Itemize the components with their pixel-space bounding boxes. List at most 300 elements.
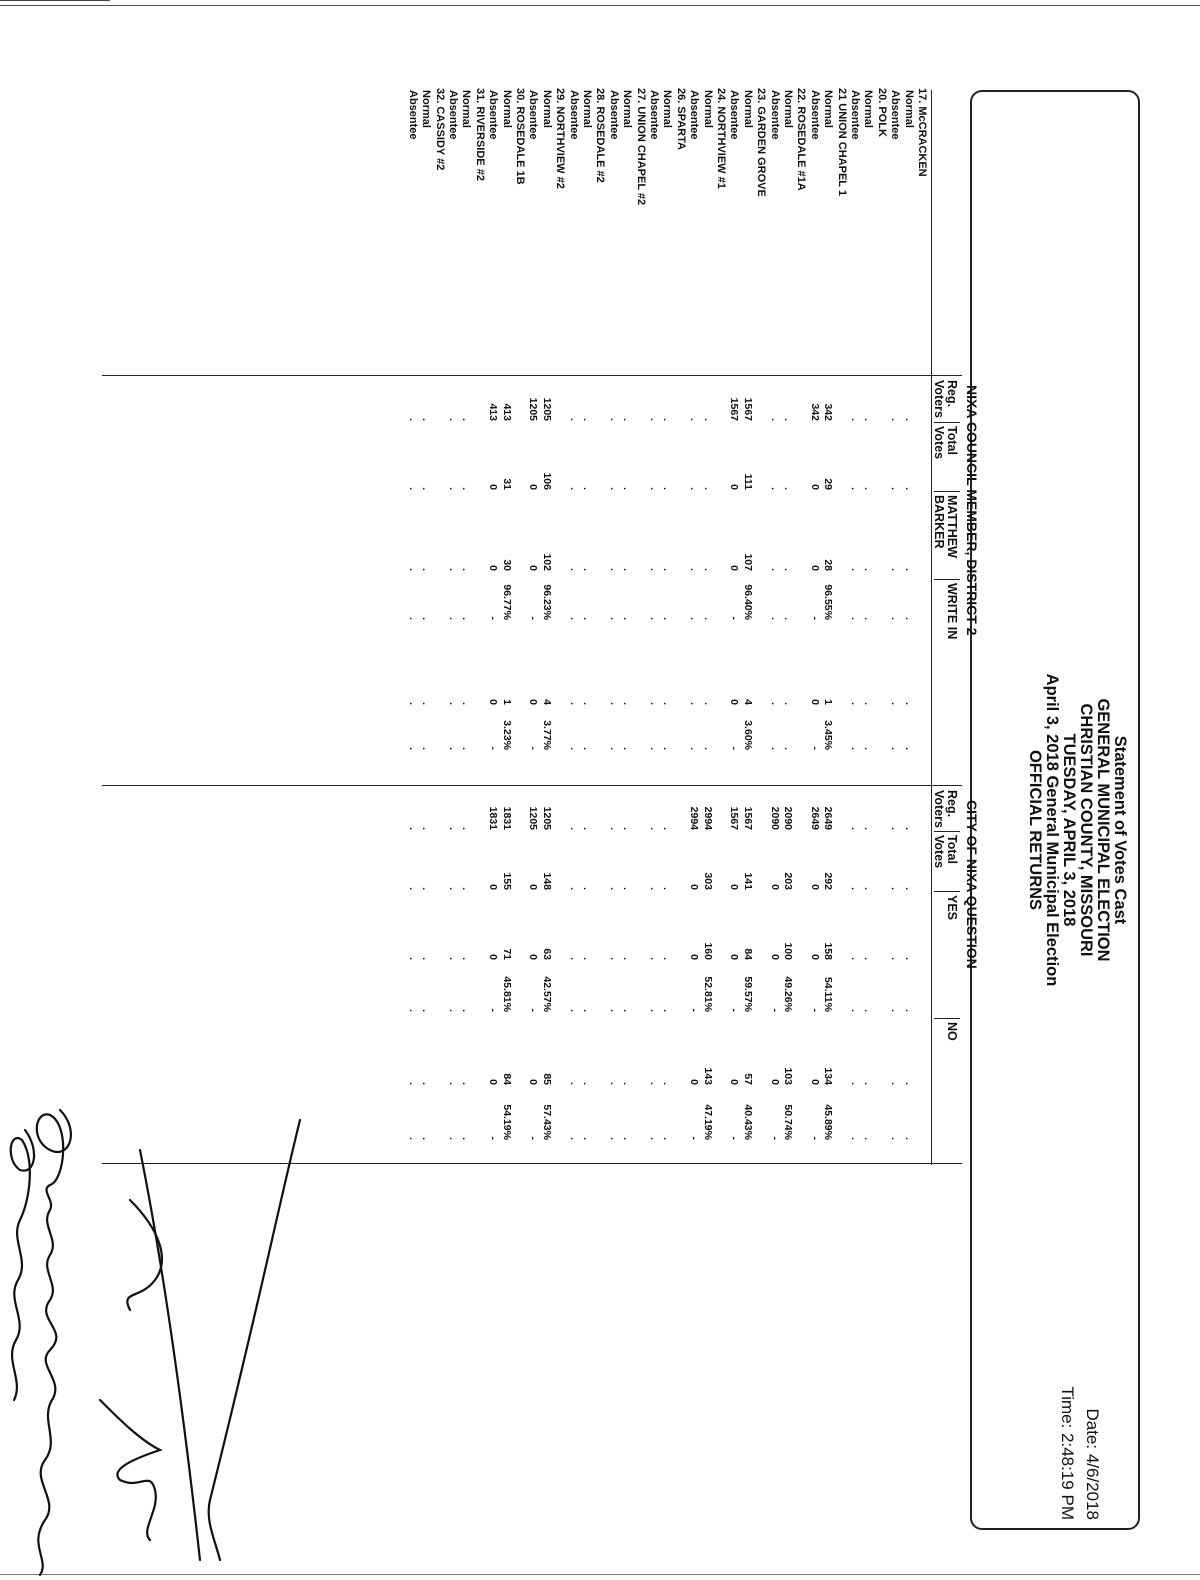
- table-cell: .: [849, 957, 861, 960]
- table-cell: .: [447, 957, 459, 960]
- table-cell: .: [567, 487, 580, 490]
- table-cell: .: [447, 1009, 459, 1012]
- row-label-type: Normal: [782, 90, 794, 128]
- table-cell: .: [406, 568, 419, 571]
- table-cell: .: [889, 1009, 902, 1012]
- table-cell: .: [889, 617, 902, 620]
- table-cell: 0: [527, 565, 540, 571]
- table-cell: .: [460, 702, 473, 705]
- table-cell: 143: [701, 1067, 714, 1085]
- table-cell: .: [862, 702, 875, 705]
- table-cell: .: [447, 617, 459, 620]
- column-header: [945, 1022, 958, 1041]
- title-line: Statement of Votes Cast: [1111, 735, 1129, 925]
- table-cell: -: [688, 1008, 701, 1012]
- column-header: [932, 835, 958, 868]
- table-cell: .: [889, 747, 902, 750]
- table-cell: -: [808, 1008, 821, 1012]
- table-cell: .: [849, 617, 861, 620]
- table-cell: 0: [527, 699, 540, 705]
- table-cell: 100: [782, 942, 794, 960]
- table-cell: .: [460, 418, 473, 421]
- table-cell: .: [661, 747, 674, 750]
- table-cell: 49.26%: [782, 976, 794, 1012]
- table-cell: .: [782, 568, 794, 571]
- column-header-line: Reg.: [945, 380, 959, 408]
- row-label-type: Normal: [822, 90, 835, 128]
- column-divider: [934, 1018, 960, 1019]
- table-cell: 31: [500, 478, 513, 490]
- table-cell: .: [567, 827, 580, 830]
- table-cell: 4: [741, 699, 754, 705]
- table-cell: 96.23%: [540, 584, 553, 620]
- row-label-type: Normal: [540, 90, 553, 128]
- table-cell: .: [567, 568, 580, 571]
- table-cell: .: [768, 702, 781, 705]
- table-cell: 54.11%: [822, 976, 835, 1012]
- table-cell: -: [487, 1008, 500, 1012]
- table-cell: .: [567, 1137, 580, 1140]
- column-header-line: YES: [945, 895, 959, 921]
- table-cell: -: [487, 1136, 500, 1140]
- table-cell: .: [406, 1009, 419, 1012]
- table-cell: .: [782, 747, 794, 750]
- table-cell: 1567: [728, 397, 741, 421]
- row-label-type: Normal: [661, 90, 674, 128]
- table-cell: .: [420, 887, 433, 890]
- table-cell: 148: [540, 872, 553, 890]
- column-divider: [934, 831, 960, 832]
- row-label-precinct: 23. GARDEN GROVE: [755, 88, 768, 197]
- table-cell: 0: [487, 699, 500, 705]
- table-cell: 160: [701, 942, 714, 960]
- table-cell: 63: [540, 948, 553, 960]
- table-cell: .: [460, 568, 473, 571]
- table-cell: .: [567, 702, 580, 705]
- table-cell: .: [447, 418, 459, 421]
- table-cell: .: [889, 887, 902, 890]
- table-cell: 28: [822, 559, 835, 571]
- header-rule: [931, 90, 932, 1165]
- table-cell: .: [889, 702, 902, 705]
- title-line: April 3, 2018 General Municipal Election: [1043, 673, 1061, 987]
- table-cell: .: [621, 827, 634, 830]
- table-cell: .: [661, 1137, 674, 1140]
- table-cell: .: [406, 1082, 419, 1085]
- table-cell: .: [581, 568, 593, 571]
- row-label-type: Normal: [701, 90, 714, 128]
- table-cell: .: [621, 1082, 634, 1085]
- table-cell: .: [902, 487, 915, 490]
- table-cell: 0: [487, 484, 500, 490]
- table-cell: .: [849, 487, 861, 490]
- table-cell: .: [581, 1009, 593, 1012]
- column-header: [932, 380, 958, 418]
- table-cell: .: [607, 702, 620, 705]
- column-header-line: MATTHEW: [945, 495, 959, 558]
- table-cell: 2994: [701, 806, 714, 830]
- table-cell: 0: [728, 565, 741, 571]
- table-cell: .: [862, 1137, 875, 1140]
- title-line: GENERAL MUNICIPAL ELECTION: [1094, 698, 1112, 962]
- table-cell: .: [581, 702, 593, 705]
- table-cell: .: [460, 747, 473, 750]
- table-cell: 103: [782, 1067, 794, 1085]
- row-label-type: Absentee: [648, 90, 660, 140]
- table-cell: 1: [500, 699, 513, 705]
- table-cell: 84: [741, 948, 754, 960]
- title-line: OFFICIAL RETURNS: [1026, 749, 1044, 911]
- table-cell: 0: [487, 565, 500, 571]
- table-cell: .: [406, 747, 419, 750]
- row-label-precinct: 21 UNION CHAPEL 1: [835, 88, 848, 196]
- table-cell: .: [701, 487, 714, 490]
- table-cell: .: [661, 1082, 674, 1085]
- table-cell: .: [460, 617, 473, 620]
- table-cell: .: [406, 887, 419, 890]
- table-cell: .: [406, 1137, 419, 1140]
- table-cell: .: [701, 617, 714, 620]
- row-label-type: Normal: [902, 90, 915, 128]
- table-cell: -: [728, 616, 741, 620]
- table-cell: 155: [500, 872, 513, 890]
- table-cell: .: [420, 1137, 433, 1140]
- table-cell: .: [849, 887, 861, 890]
- row-label-type: Absentee: [527, 90, 540, 140]
- table-cell: .: [889, 957, 902, 960]
- table-cell: 0: [728, 884, 741, 890]
- table-cell: .: [889, 1137, 902, 1140]
- report-title: [1026, 620, 1128, 1040]
- table-cell: .: [406, 617, 419, 620]
- row-label-type: Absentee: [607, 90, 620, 140]
- table-cell: .: [581, 418, 593, 421]
- table-cell: .: [661, 617, 674, 620]
- table-cell: 1205: [527, 806, 540, 830]
- column-header-line: Votes: [932, 835, 946, 869]
- table-cell: -: [728, 1008, 741, 1012]
- table-cell: .: [768, 487, 781, 490]
- race-divider: [102, 1163, 962, 1164]
- table-cell: -: [527, 616, 540, 620]
- table-cell: 158: [822, 942, 835, 960]
- table-cell: .: [447, 487, 459, 490]
- table-cell: .: [581, 617, 593, 620]
- table-cell: 0: [487, 954, 500, 960]
- table-cell: .: [447, 568, 459, 571]
- table-cell: .: [648, 1009, 660, 1012]
- table-cell: 2090: [782, 806, 794, 830]
- table-cell: 134: [822, 1067, 835, 1085]
- table-cell: .: [420, 702, 433, 705]
- table-cell: 0: [768, 884, 781, 890]
- table-cell: -: [728, 1136, 741, 1140]
- table-cell: .: [862, 1082, 875, 1085]
- table-cell: .: [406, 827, 419, 830]
- table-cell: .: [688, 418, 701, 421]
- table-cell: .: [447, 1137, 459, 1140]
- table-cell: .: [862, 747, 875, 750]
- table-cell: .: [701, 568, 714, 571]
- table-cell: .: [688, 747, 701, 750]
- row-label-precinct: 29. NORTHVIEW #2: [554, 88, 567, 189]
- row-label-type: Normal: [460, 90, 473, 128]
- table-cell: .: [768, 747, 781, 750]
- race-title: CITY OF NIXA QUESTION: [964, 800, 980, 969]
- table-cell: 0: [808, 565, 821, 571]
- table-cell: .: [902, 887, 915, 890]
- table-cell: .: [420, 957, 433, 960]
- table-cell: .: [607, 1082, 620, 1085]
- table-cell: .: [607, 568, 620, 571]
- row-label-type: Absentee: [728, 90, 741, 140]
- row-label-type: Absentee: [406, 90, 419, 140]
- table-cell: .: [648, 617, 660, 620]
- table-cell: 0: [527, 484, 540, 490]
- table-cell: 1205: [540, 397, 553, 421]
- table-cell: .: [661, 1009, 674, 1012]
- row-label-type: Normal: [420, 90, 433, 128]
- table-cell: 0: [487, 884, 500, 890]
- column-header: [932, 426, 958, 459]
- table-cell: .: [420, 568, 433, 571]
- table-cell: 84: [500, 1073, 513, 1085]
- row-label-type: Absentee: [849, 90, 861, 140]
- table-cell: 3.45%: [822, 720, 835, 750]
- table-cell: .: [902, 702, 915, 705]
- table-cell: -: [487, 616, 500, 620]
- table-cell: .: [607, 1137, 620, 1140]
- table-cell: .: [648, 1082, 660, 1085]
- table-cell: 0: [688, 954, 701, 960]
- table-cell: .: [406, 418, 419, 421]
- table-cell: .: [460, 887, 473, 890]
- table-cell: .: [460, 1137, 473, 1140]
- row-label-type: Absentee: [447, 90, 459, 140]
- table-cell: .: [447, 747, 459, 750]
- table-cell: 0: [688, 1079, 701, 1085]
- table-cell: .: [902, 827, 915, 830]
- table-cell: .: [420, 747, 433, 750]
- table-cell: 1567: [728, 806, 741, 830]
- column-header: [932, 790, 958, 828]
- column-divider: [934, 422, 960, 423]
- table-cell: 0: [728, 699, 741, 705]
- row-label-type: Absentee: [768, 90, 781, 140]
- table-cell: .: [447, 887, 459, 890]
- table-cell: .: [420, 827, 433, 830]
- table-cell: .: [621, 418, 634, 421]
- table-cell: .: [768, 568, 781, 571]
- table-cell: .: [768, 418, 781, 421]
- table-cell: 54.19%: [500, 1104, 513, 1140]
- table-cell: -: [808, 746, 821, 750]
- table-cell: .: [567, 747, 580, 750]
- table-cell: .: [648, 418, 660, 421]
- table-cell: .: [567, 617, 580, 620]
- table-cell: 47.19%: [701, 1104, 714, 1140]
- row-label-type: Normal: [741, 90, 754, 128]
- table-cell: .: [581, 1082, 593, 1085]
- table-cell: 50.74%: [782, 1104, 794, 1140]
- table-cell: .: [648, 887, 660, 890]
- table-cell: 85: [540, 1073, 553, 1085]
- table-cell: 1205: [540, 806, 553, 830]
- table-cell: .: [406, 957, 419, 960]
- table-cell: .: [621, 887, 634, 890]
- row-label-precinct: 22. ROSEDALE #1A: [795, 88, 808, 191]
- table-cell: 4: [540, 699, 553, 705]
- row-label-precinct: 31. RIVERSIDE #2: [473, 88, 486, 181]
- table-cell: -: [728, 746, 741, 750]
- table-cell: 1: [822, 699, 835, 705]
- table-cell: .: [688, 568, 701, 571]
- table-cell: 0: [527, 1079, 540, 1085]
- table-cell: .: [782, 487, 794, 490]
- table-cell: 203: [782, 872, 794, 890]
- table-cell: .: [661, 487, 674, 490]
- table-cell: .: [607, 487, 620, 490]
- table-cell: .: [661, 957, 674, 960]
- table-cell: .: [849, 1082, 861, 1085]
- table-cell: .: [621, 747, 634, 750]
- table-cell: .: [889, 568, 902, 571]
- table-cell: -: [808, 616, 821, 620]
- table-cell: 0: [808, 699, 821, 705]
- table-cell: .: [621, 1137, 634, 1140]
- row-label-precinct: 24. NORTHVIEW #1: [715, 88, 727, 189]
- row-label-precinct: 28. ROSEDALE #2: [594, 88, 607, 183]
- table-cell: .: [849, 747, 861, 750]
- table-cell: .: [420, 617, 433, 620]
- table-cell: 141: [741, 872, 754, 890]
- table-cell: .: [420, 1082, 433, 1085]
- table-cell: 0: [527, 884, 540, 890]
- table-cell: .: [648, 1137, 660, 1140]
- row-label-type: Normal: [621, 90, 634, 128]
- table-cell: .: [862, 487, 875, 490]
- table-cell: .: [581, 1137, 593, 1140]
- table-cell: .: [661, 827, 674, 830]
- row-label-precinct: 32. CASSIDY #2: [433, 88, 446, 171]
- table-cell: 57: [741, 1073, 754, 1085]
- row-label-type: Absentee: [567, 90, 580, 140]
- table-cell: .: [661, 887, 674, 890]
- table-cell: -: [527, 1136, 540, 1140]
- row-label-type: Normal: [862, 90, 875, 128]
- report-date: Date: 4/6/2018: [1083, 1408, 1102, 1520]
- table-cell: .: [701, 747, 714, 750]
- table-cell: .: [862, 957, 875, 960]
- table-cell: .: [581, 827, 593, 830]
- row-label-type: Absentee: [808, 90, 821, 140]
- table-cell: .: [406, 702, 419, 705]
- table-cell: 0: [808, 884, 821, 890]
- table-cell: .: [621, 957, 634, 960]
- table-cell: 45.89%: [822, 1104, 835, 1140]
- column-header: [945, 583, 958, 639]
- column-header: [945, 895, 958, 920]
- table-cell: .: [902, 617, 915, 620]
- table-cell: 59.57%: [741, 976, 754, 1012]
- table-cell: 342: [808, 403, 821, 421]
- table-cell: .: [621, 568, 634, 571]
- table-cell: .: [648, 702, 660, 705]
- table-cell: .: [902, 747, 915, 750]
- table-cell: .: [447, 702, 459, 705]
- column-header-line: Reg.: [945, 790, 959, 818]
- table-cell: .: [902, 1137, 915, 1140]
- table-cell: .: [849, 702, 861, 705]
- table-cell: -: [487, 746, 500, 750]
- table-cell: .: [862, 827, 875, 830]
- table-cell: 0: [808, 484, 821, 490]
- row-label-precinct: 20. POLK: [875, 88, 888, 137]
- table-cell: .: [607, 1009, 620, 1012]
- table-cell: .: [849, 568, 861, 571]
- table-cell: 2994: [688, 806, 701, 830]
- table-cell: .: [567, 1082, 580, 1085]
- title-line: TUESDAY, APRIL 3, 2018: [1060, 733, 1078, 927]
- table-cell: .: [782, 702, 794, 705]
- table-cell: 96.55%: [822, 584, 835, 620]
- column-header-line: Total: [945, 835, 959, 864]
- table-cell: 3.23%: [500, 720, 513, 750]
- column-header-line: Votes: [932, 426, 946, 460]
- table-cell: .: [701, 418, 714, 421]
- table-cell: -: [527, 746, 540, 750]
- table-cell: 96.40%: [741, 584, 754, 620]
- row-label-precinct: 26. SPARTA: [674, 88, 687, 150]
- table-cell: .: [862, 1009, 875, 1012]
- row-label-precinct: 30. ROSEDALE 1B: [514, 88, 526, 185]
- table-cell: 2090: [768, 806, 781, 830]
- table-cell: .: [902, 568, 915, 571]
- table-cell: 0: [728, 1079, 741, 1085]
- table-cell: .: [607, 827, 620, 830]
- column-header: [932, 495, 958, 558]
- column-divider: [934, 891, 960, 892]
- table-cell: .: [688, 702, 701, 705]
- table-cell: .: [607, 418, 620, 421]
- column-header-line: WRITE IN: [945, 583, 959, 640]
- table-cell: .: [581, 887, 593, 890]
- table-cell: .: [567, 957, 580, 960]
- table-cell: .: [447, 827, 459, 830]
- row-label-type: Absentee: [688, 90, 701, 140]
- report-datetime: [1055, 1370, 1105, 1520]
- table-cell: .: [621, 1009, 634, 1012]
- table-cell: -: [688, 1136, 701, 1140]
- table-cell: .: [688, 617, 701, 620]
- table-cell: .: [902, 1009, 915, 1012]
- table-cell: 1567: [741, 806, 754, 830]
- table-cell: 96.77%: [500, 584, 513, 620]
- table-cell: .: [849, 827, 861, 830]
- table-cell: .: [889, 487, 902, 490]
- table-cell: 0: [808, 1079, 821, 1085]
- row-label-type: Absentee: [487, 90, 500, 140]
- column-divider: [934, 491, 960, 492]
- table-cell: 71: [500, 948, 513, 960]
- table-cell: 0: [808, 954, 821, 960]
- table-cell: .: [567, 418, 580, 421]
- table-cell: 0: [527, 954, 540, 960]
- table-cell: .: [607, 747, 620, 750]
- table-cell: .: [661, 418, 674, 421]
- table-cell: .: [889, 827, 902, 830]
- table-cell: 3.77%: [540, 720, 553, 750]
